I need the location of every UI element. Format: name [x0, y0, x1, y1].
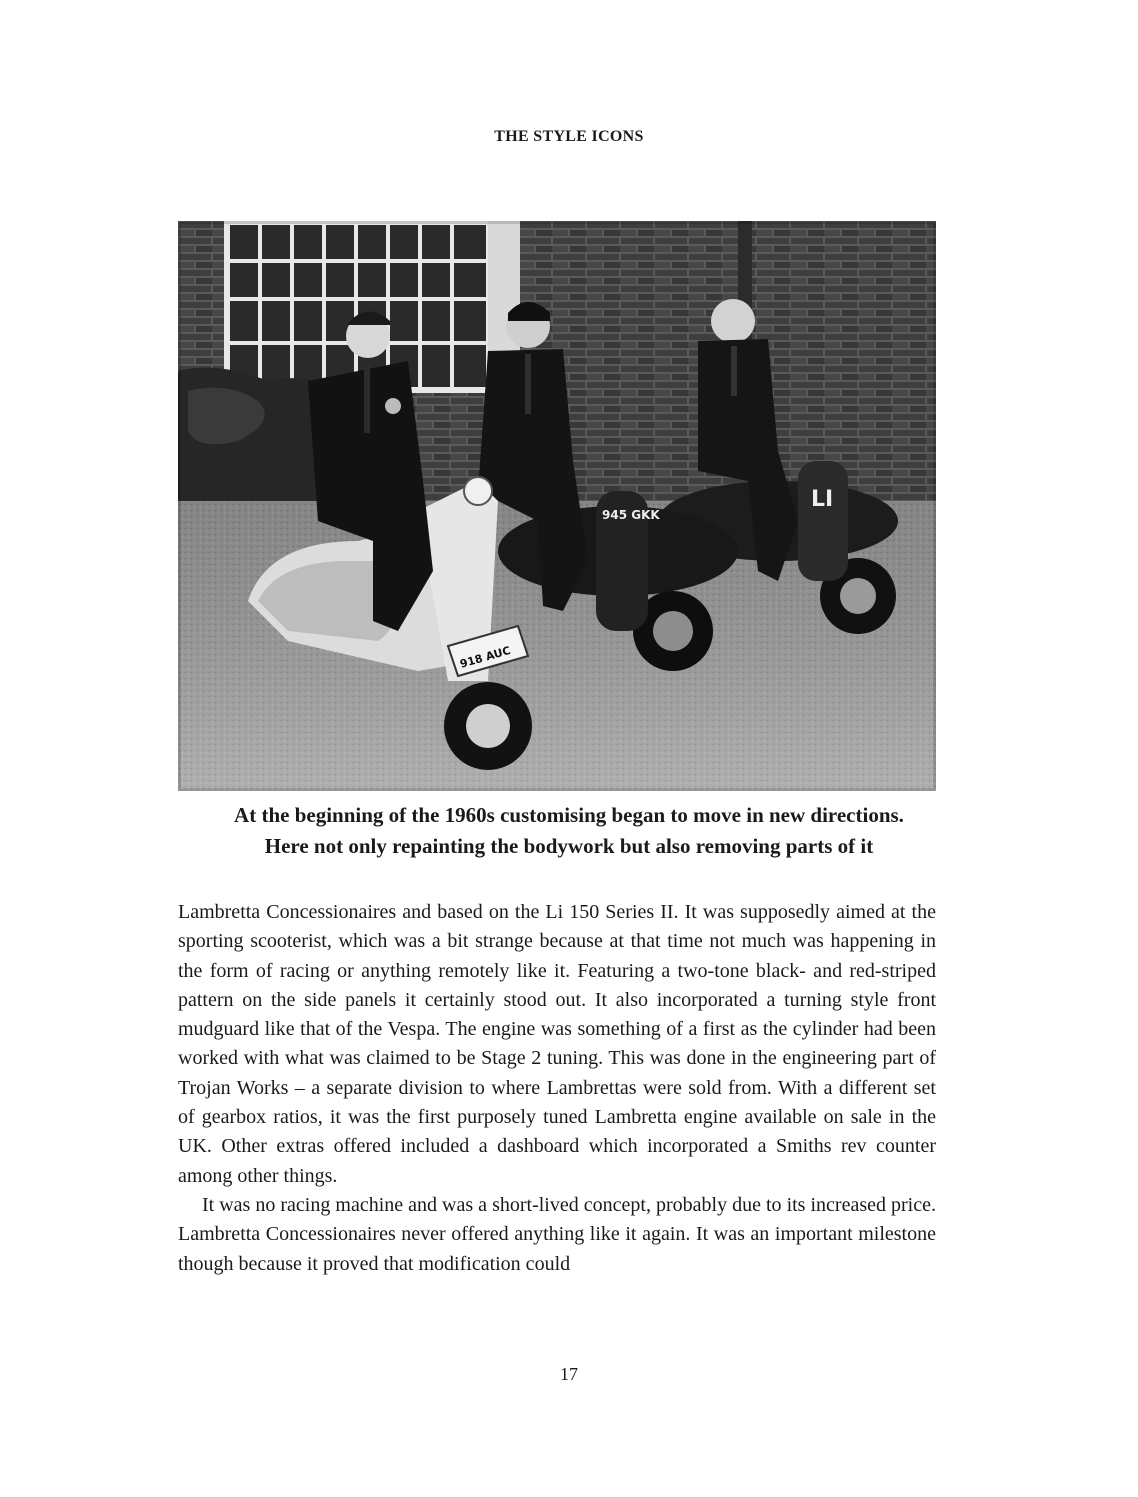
caption-line-2: Here not only repainting the bodywork but also removing parts of it — [264, 834, 874, 858]
page-number: 17 — [560, 1364, 578, 1384]
running-title: THE STYLE ICONS — [494, 128, 644, 145]
paragraph-2: It was no racing machine and was a short-lived concept, probably due to its increased price. Lambretta Concessionaires never offered anything like it again. It was an important milestone though because it proved that modification could — [178, 1193, 936, 1275]
caption-line-1: At the beginning of the 1960s customising began to move in new directions. — [234, 803, 904, 827]
photograph-three-scooter-riders — [178, 221, 936, 791]
paragraph-1: Lambretta Concessionaires and based on the Li 150 Series II. It was supposedly aimed at the sporting scooterist, which was a bit strange because at that time not much was happening in the form of racing or anything remotely like it. Featuring a two-tone black- and red-striped pattern on the side panels it certainly stood out. It also incorporated a turning style front mudguard like that of the Vespa. The engine was something of a first as the cylinder had been worked with what was claimed to be Stage 2 tuning. This was done in the engineering part of Trojan Works – a separate division to where Lambrettas were sold from. With a different set of gearbox ratios, it was the first purposely tuned Lambretta engine available on sale in the UK. Other extras offered included a dashboard which incorporated a Smiths rev counter among other things. — [178, 901, 936, 1187]
figure-caption — [150, 800, 988, 862]
svg-text:918 AUC: 918 AUC — [458, 643, 513, 671]
svg-text:LI: LI — [811, 487, 834, 512]
svg-text:945 GKK: 945 GKK — [602, 508, 660, 522]
body-text — [178, 898, 936, 1279]
